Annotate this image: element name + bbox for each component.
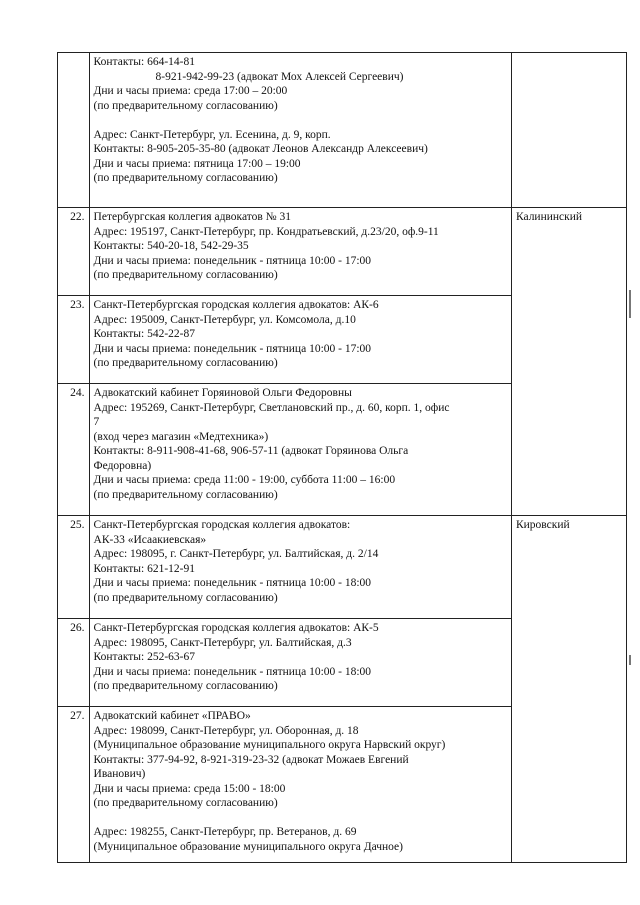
row-content — [89, 53, 511, 208]
text-line: (по предварительному согласованию) — [93, 269, 278, 281]
text-line: Дни и часы приема: понедельник - пятница 10:00 - 18:00 — [93, 665, 372, 678]
text-line: (вход через магазин «Медтехника») — [93, 430, 269, 443]
table-row — [58, 208, 627, 296]
blank-line — [94, 113, 507, 128]
text-line: Адвокатский кабинет «ПРАВО» — [93, 710, 251, 722]
blank-line — [94, 811, 507, 826]
row-content — [89, 384, 511, 516]
text-line: Адвокатский кабинет Горяиновой Ольги Федоровны — [93, 387, 352, 399]
text-line: (Муниципальное образование муниципального округа Нарвский округ) — [93, 739, 446, 751]
row-content — [89, 296, 511, 384]
text-line: Дни и часы приема: пятница 17:00 – 19:00 — [93, 157, 301, 170]
lawyers-table — [57, 52, 627, 863]
text-line: 8-921-942-99-23 (адвокат Мох Алексей Сергеевич) — [155, 70, 404, 83]
text-line: Контакты: 621-12-91 — [93, 562, 195, 575]
district-cell: Кировский — [511, 516, 626, 863]
scan-mark — [629, 655, 631, 665]
text-line: Контакты: 8-911-908-41-68, 906-57-11 (адвокат Горяинова Ольга — [93, 445, 409, 457]
text-line: Контакты: 377-94-92, 8-921-319-23-32 (адвокат Можаев Евгений — [93, 753, 409, 766]
text-line: (по предварительному согласованию) — [93, 797, 278, 809]
text-line: Адрес: 195197, Санкт-Петербург, пр. Кондратьевский, д.23/20, оф.9-11 — [93, 225, 439, 238]
text-line: Адрес: 198095, Санкт-Петербург, ул. Балтийская, д.3 — [93, 636, 352, 649]
text-line: Адрес: 198255, Санкт-Петербург, пр. Ветеранов, д. 69 — [93, 826, 357, 838]
table-row — [58, 53, 627, 208]
text-line: (Муниципальное образование муниципального округа Дачное) — [93, 840, 403, 853]
text-line: Контакты: 664-14-81 — [93, 56, 195, 68]
text-line: Дни и часы приема: среда 15:00 - 18:00 — [93, 782, 286, 795]
text-line: Дни и часы приема: среда 11:00 - 19:00, суббота 11:00 – 16:00 — [93, 474, 396, 486]
text-line: Санкт-Петербургская городская коллегия адвокатов: — [93, 519, 351, 531]
text-line: Контакты: 8-905-205-35-80 (адвокат Леонов Александр Алексеевич) — [93, 143, 428, 155]
row-number: 23. — [58, 296, 90, 384]
district-cell — [511, 53, 626, 208]
text-line: Контакты: 542-22-87 — [93, 328, 195, 340]
text-line: Дни и часы приема: среда 17:00 – 20:00 — [93, 85, 288, 97]
row-content — [89, 707, 511, 863]
row-number: 25. — [58, 516, 90, 619]
text-line: Санкт-Петербургская городская коллегия адвокатов: АК-6 — [93, 299, 379, 311]
row-number: 26. — [58, 619, 90, 707]
district-cell: Калининский — [511, 208, 626, 516]
table-row — [58, 516, 627, 619]
text-line: (по предварительному согласованию) — [93, 99, 278, 112]
text-line: Дни и часы приема: понедельник - пятница 10:00 - 17:00 — [93, 254, 372, 267]
row-number: 24. — [58, 384, 90, 516]
text-line: (по предварительному согласованию) — [93, 591, 278, 604]
text-line: АК-33 «Исаакиевская» — [93, 533, 207, 546]
text-line: (по предварительному согласованию) — [93, 357, 278, 369]
scan-mark — [629, 290, 631, 318]
row-number: 27. — [58, 707, 90, 863]
text-line: (по предварительному согласованию) — [93, 680, 278, 692]
text-line: 7 — [93, 416, 100, 428]
text-line: Адрес: 198095, г. Санкт-Петербург, ул. Балтийская, д. 2/14 — [93, 548, 379, 560]
row-number — [58, 53, 90, 208]
text-line: Адрес: 195269, Санкт-Петербург, Светлановский пр., д. 60, корп. 1, офис — [93, 401, 450, 414]
text-line: Дни и часы приема: понедельник - пятница 10:00 - 18:00 — [93, 577, 372, 589]
text-line: Контакты: 252-63-67 — [93, 651, 195, 663]
row-content — [89, 208, 511, 296]
text-line: Дни и часы приема: понедельник - пятница 10:00 - 17:00 — [93, 342, 372, 355]
row-content — [89, 619, 511, 707]
text-line: Петербургская коллегия адвокатов № 31 — [93, 211, 292, 223]
row-number: 22. — [58, 208, 90, 296]
text-line: Федоровна) — [93, 459, 152, 472]
row-content — [89, 516, 511, 619]
text-line: (по предварительному согласованию) — [93, 488, 278, 501]
text-line: (по предварительному согласованию) — [93, 172, 278, 184]
text-line: Адрес: 198099, Санкт-Петербург, ул. Оборонная, д. 18 — [93, 724, 359, 737]
text-line: Санкт-Петербургская городская коллегия адвокатов: АК-5 — [93, 622, 379, 634]
text-line: Иванович) — [93, 768, 146, 780]
text-line: Адрес: Санкт-Петербург, ул. Есенина, д. 9, корп. — [93, 128, 331, 141]
text-line: Контакты: 540-20-18, 542-29-35 — [93, 240, 249, 252]
text-line: Адрес: 195009, Санкт-Петербург, ул. Комсомола, д.10 — [93, 313, 356, 326]
